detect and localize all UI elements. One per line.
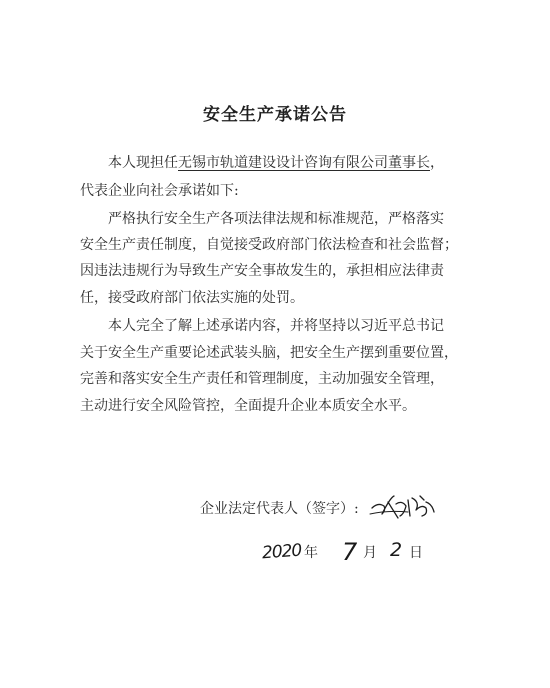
date-year-handwritten: 2020	[261, 540, 302, 564]
company-name: 无锡市轨道建设设计咨询有限公司董事长	[178, 155, 430, 171]
para2-line2: 安全生产责任制度，自觉接受政府部门依法检查和社会监督；	[80, 237, 458, 253]
date-day-char: 日	[409, 545, 423, 561]
date-month-char: 月	[363, 545, 377, 561]
para2-line1: 严格执行安全生产各项法律法规和标准规范，严格落实	[108, 211, 444, 227]
para3-line4: 主动进行安全风险管控，全面提升企业本质安全水平。	[80, 398, 416, 414]
para3-line3: 完善和落实安全生产责任和管理制度，主动加强安全管理，	[80, 371, 444, 387]
document-title: 安全生产承诺公告	[203, 105, 347, 125]
para2-line4: 任，接受政府部门依法实施的处罚。	[80, 290, 304, 306]
signature-date	[262, 536, 462, 566]
para1-prefix: 本人现担任	[108, 155, 178, 171]
signature-label: 企业法定代表人（签字）:	[200, 501, 359, 517]
para1-suffix: ，	[430, 155, 444, 171]
date-day-handwritten: 2	[390, 539, 403, 561]
handwritten-signature	[368, 488, 438, 522]
date-year-char: 年	[304, 545, 318, 561]
para3-line1: 本人完全了解上述承诺内容，并将坚持以习近平总书记	[108, 318, 444, 334]
date-month-handwritten: 7	[342, 538, 358, 566]
para2-line3: 因违法违规行为导致生产安全事故发生的，承担相应法律责	[80, 263, 444, 279]
para1-line1	[108, 154, 444, 172]
para3-line2: 关于安全生产重要论述武装头脑，把安全生产摆到重要位置，	[80, 345, 458, 361]
para1-line2: 代表企业向社会承诺如下:	[80, 183, 239, 199]
